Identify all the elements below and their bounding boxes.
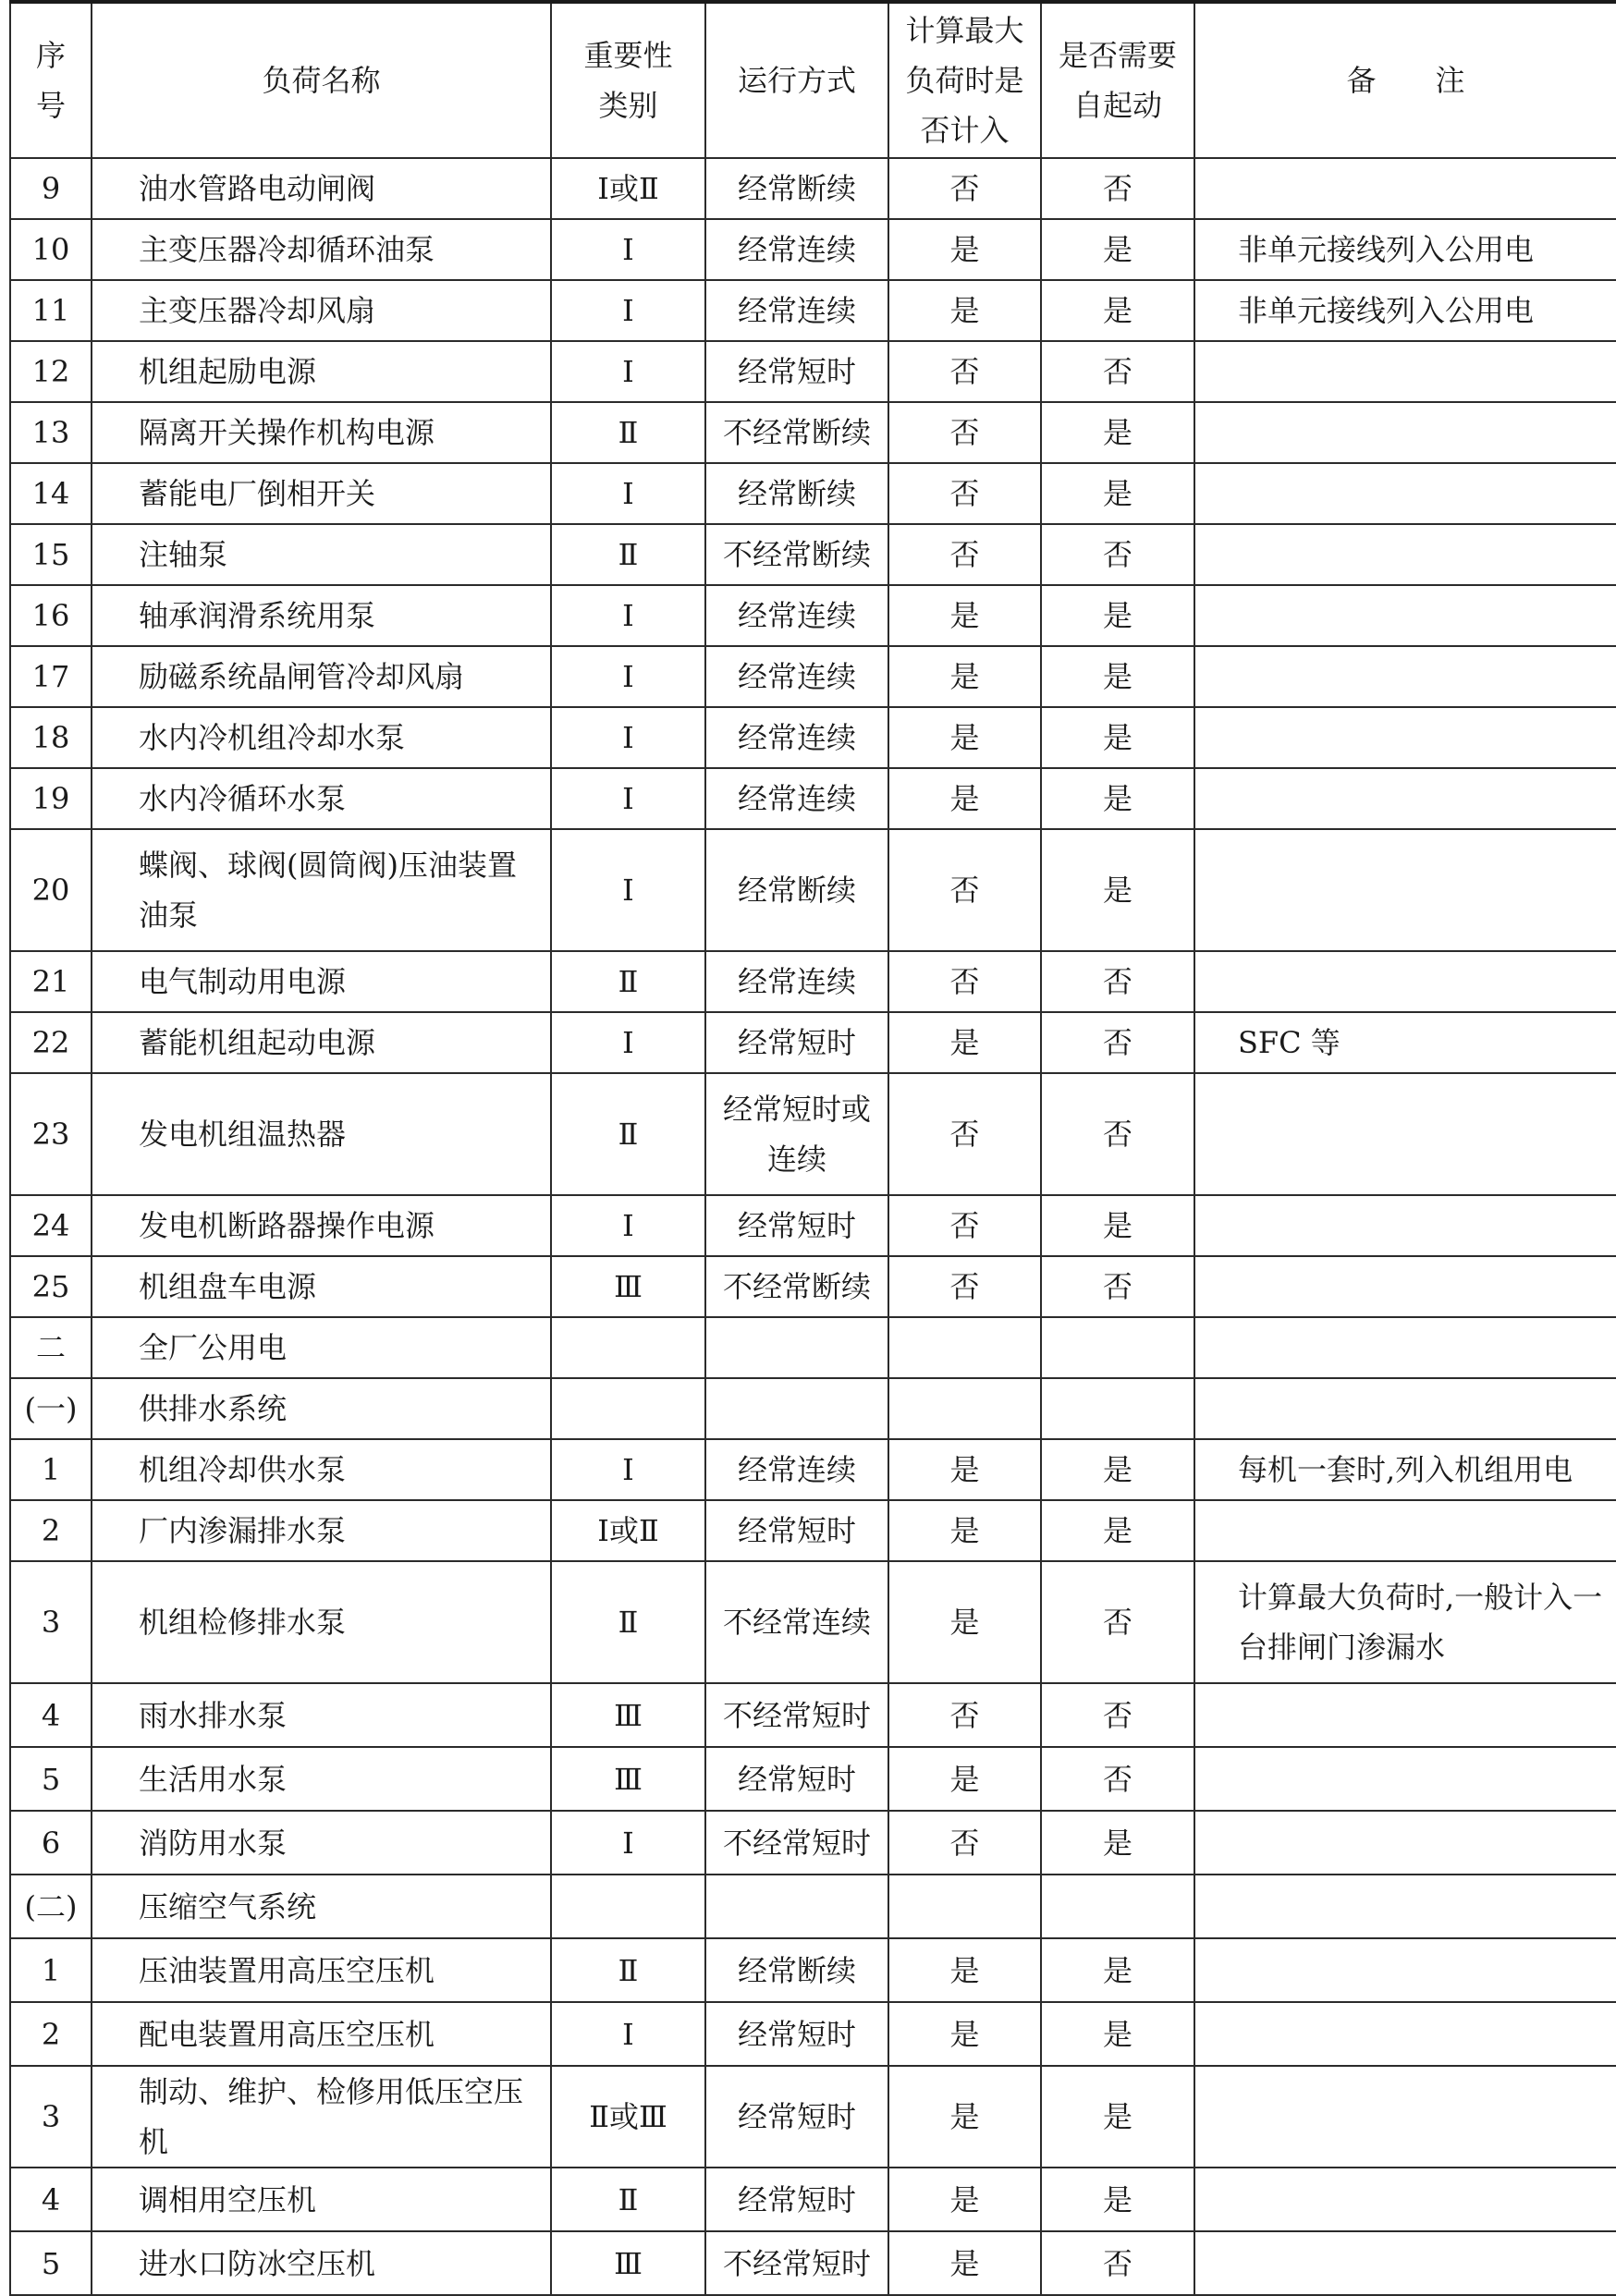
cell-counted-in-max-load: 是	[888, 1012, 1041, 1073]
header-counted: 计算最大负荷时是否计入	[888, 2, 1041, 158]
cell-remark	[1194, 402, 1616, 463]
table-row	[10, 1439, 1616, 1500]
cell-counted-in-max-load: 是	[888, 646, 1041, 707]
cell-operation-mode: 经常断续	[705, 829, 888, 951]
cell-seq: 3	[10, 1561, 92, 1683]
cell-counted-in-max-load: 是	[888, 1747, 1041, 1811]
cell-importance: Ⅰ	[551, 646, 705, 707]
cell-self-start: 是	[1041, 463, 1194, 524]
cell-seq: 1	[10, 1938, 92, 2002]
cell-remark	[1194, 1747, 1616, 1811]
cell-self-start: 是	[1041, 219, 1194, 280]
cell-seq: 13	[10, 402, 92, 463]
cell-importance: Ⅱ	[551, 1561, 705, 1683]
cell-remark: 非单元接线列入公用电	[1194, 280, 1616, 341]
cell-importance	[551, 1875, 705, 1938]
cell-counted-in-max-load: 是	[888, 2231, 1041, 2295]
cell-counted-in-max-load: 是	[888, 707, 1041, 768]
cell-remark	[1194, 768, 1616, 829]
cell-importance: Ⅰ	[551, 768, 705, 829]
cell-seq: 14	[10, 463, 92, 524]
header-seq: 序号	[10, 2, 92, 158]
table-row	[10, 585, 1616, 646]
cell-importance: Ⅰ	[551, 219, 705, 280]
cell-self-start: 是	[1041, 1938, 1194, 2002]
cell-counted-in-max-load: 是	[888, 1500, 1041, 1561]
cell-importance: Ⅱ	[551, 1938, 705, 2002]
table-row	[10, 402, 1616, 463]
cell-remark	[1194, 585, 1616, 646]
cell-operation-mode: 经常短时	[705, 341, 888, 402]
cell-counted-in-max-load: 否	[888, 1256, 1041, 1317]
cell-self-start: 是	[1041, 280, 1194, 341]
cell-load-name: 发电机组温热器	[92, 1073, 551, 1195]
table-row	[10, 2168, 1616, 2231]
cell-importance	[551, 1317, 705, 1378]
cell-operation-mode: 经常短时	[705, 2066, 888, 2168]
cell-self-start: 是	[1041, 1439, 1194, 1500]
cell-load-name: 轴承润滑系统用泵	[92, 585, 551, 646]
cell-operation-mode: 经常断续	[705, 158, 888, 219]
cell-load-name: 机组冷却供水泵	[92, 1439, 551, 1500]
cell-operation-mode: 经常短时	[705, 2168, 888, 2231]
cell-remark: 非单元接线列入公用电	[1194, 219, 1616, 280]
cell-seq: 21	[10, 951, 92, 1012]
cell-remark: SFC 等	[1194, 1012, 1616, 1073]
cell-counted-in-max-load: 否	[888, 829, 1041, 951]
cell-seq: (一)	[10, 1378, 92, 1439]
cell-load-name: 机组起励电源	[92, 341, 551, 402]
cell-remark	[1194, 1073, 1616, 1195]
cell-load-name: 电气制动用电源	[92, 951, 551, 1012]
cell-counted-in-max-load: 是	[888, 2168, 1041, 2231]
cell-remark	[1194, 951, 1616, 1012]
cell-seq: (二)	[10, 1875, 92, 1938]
table-row	[10, 1811, 1616, 1875]
cell-importance: Ⅰ	[551, 1811, 705, 1875]
header-autostart: 是否需要自起动	[1041, 2, 1194, 158]
table-row	[10, 1561, 1616, 1683]
cell-load-name: 进水口防冰空压机	[92, 2231, 551, 2295]
cell-self-start: 是	[1041, 585, 1194, 646]
cell-remark	[1194, 1938, 1616, 2002]
cell-seq: 16	[10, 585, 92, 646]
cell-importance	[551, 1378, 705, 1439]
cell-importance: Ⅰ	[551, 341, 705, 402]
cell-counted-in-max-load	[888, 1317, 1041, 1378]
cell-counted-in-max-load: 是	[888, 768, 1041, 829]
cell-load-name: 压缩空气系统	[92, 1875, 551, 1938]
cell-importance: Ⅰ或Ⅱ	[551, 158, 705, 219]
table-row	[10, 646, 1616, 707]
cell-self-start	[1041, 1317, 1194, 1378]
cell-load-name: 配电装置用高压空压机	[92, 2002, 551, 2066]
cell-self-start: 是	[1041, 2168, 1194, 2231]
table-row	[10, 463, 1616, 524]
cell-seq: 10	[10, 219, 92, 280]
cell-remark	[1194, 2002, 1616, 2066]
cell-remark	[1194, 1378, 1616, 1439]
cell-load-name: 主变压器冷却风扇	[92, 280, 551, 341]
cell-counted-in-max-load: 是	[888, 585, 1041, 646]
cell-importance: Ⅰ	[551, 463, 705, 524]
cell-counted-in-max-load: 否	[888, 951, 1041, 1012]
cell-seq: 17	[10, 646, 92, 707]
cell-counted-in-max-load: 否	[888, 402, 1041, 463]
cell-self-start	[1041, 1875, 1194, 1938]
cell-operation-mode: 经常连续	[705, 585, 888, 646]
cell-importance: Ⅱ	[551, 524, 705, 585]
cell-remark	[1194, 646, 1616, 707]
cell-counted-in-max-load: 否	[888, 341, 1041, 402]
table-row	[10, 1012, 1616, 1073]
cell-operation-mode: 不经常短时	[705, 1811, 888, 1875]
table-row	[10, 829, 1616, 951]
cell-load-name: 蓄能机组起动电源	[92, 1012, 551, 1073]
cell-importance: Ⅰ或Ⅱ	[551, 1500, 705, 1561]
cell-counted-in-max-load: 是	[888, 2066, 1041, 2168]
cell-self-start: 否	[1041, 1683, 1194, 1747]
cell-counted-in-max-load: 是	[888, 1439, 1041, 1500]
cell-counted-in-max-load: 是	[888, 280, 1041, 341]
cell-operation-mode: 不经常断续	[705, 1256, 888, 1317]
cell-operation-mode: 经常连续	[705, 768, 888, 829]
cell-operation-mode: 经常短时	[705, 1747, 888, 1811]
cell-operation-mode: 经常短时	[705, 1195, 888, 1256]
cell-remark	[1194, 2066, 1616, 2168]
cell-seq: 20	[10, 829, 92, 951]
cell-importance: Ⅱ	[551, 1073, 705, 1195]
cell-remark: 每机一套时,列入机组用电	[1194, 1439, 1616, 1500]
table-row	[10, 219, 1616, 280]
cell-self-start: 否	[1041, 1012, 1194, 1073]
cell-operation-mode: 不经常断续	[705, 524, 888, 585]
table-header	[10, 2, 1616, 158]
cell-self-start: 是	[1041, 1500, 1194, 1561]
cell-counted-in-max-load: 是	[888, 1938, 1041, 2002]
load-table	[9, 0, 1616, 2296]
table-row	[10, 2066, 1616, 2168]
cell-counted-in-max-load	[888, 1875, 1041, 1938]
cell-operation-mode	[705, 1317, 888, 1378]
cell-self-start: 否	[1041, 1747, 1194, 1811]
cell-self-start: 是	[1041, 829, 1194, 951]
cell-importance: Ⅱ	[551, 951, 705, 1012]
cell-load-name: 隔离开关操作机构电源	[92, 402, 551, 463]
cell-self-start: 是	[1041, 2066, 1194, 2168]
cell-operation-mode: 经常连续	[705, 951, 888, 1012]
cell-operation-mode: 经常连续	[705, 707, 888, 768]
cell-load-name: 发电机断路器操作电源	[92, 1195, 551, 1256]
cell-importance: Ⅰ	[551, 829, 705, 951]
cell-seq: 5	[10, 2231, 92, 2295]
cell-self-start: 否	[1041, 1073, 1194, 1195]
cell-importance: Ⅰ	[551, 1012, 705, 1073]
table-row	[10, 768, 1616, 829]
cell-importance: Ⅲ	[551, 1747, 705, 1811]
cell-self-start: 是	[1041, 1195, 1194, 1256]
cell-seq: 1	[10, 1439, 92, 1500]
cell-self-start: 是	[1041, 646, 1194, 707]
cell-importance: Ⅱ	[551, 2168, 705, 2231]
table-row	[10, 1378, 1616, 1439]
table-row	[10, 1256, 1616, 1317]
cell-load-name: 全厂公用电	[92, 1317, 551, 1378]
cell-operation-mode	[705, 1875, 888, 1938]
cell-counted-in-max-load: 是	[888, 219, 1041, 280]
cell-seq: 24	[10, 1195, 92, 1256]
cell-remark	[1194, 2231, 1616, 2295]
header-name: 负荷名称	[92, 2, 551, 158]
table-row	[10, 707, 1616, 768]
cell-seq: 9	[10, 158, 92, 219]
cell-operation-mode: 经常连续	[705, 280, 888, 341]
load-table-sheet	[9, 0, 1616, 2296]
cell-remark	[1194, 2168, 1616, 2231]
table-body	[10, 158, 1616, 2295]
cell-importance: Ⅱ或Ⅲ	[551, 2066, 705, 2168]
cell-counted-in-max-load: 是	[888, 2002, 1041, 2066]
cell-seq: 12	[10, 341, 92, 402]
cell-load-name: 主变压器冷却循环油泵	[92, 219, 551, 280]
cell-self-start	[1041, 1378, 1194, 1439]
cell-counted-in-max-load: 否	[888, 1073, 1041, 1195]
cell-seq: 2	[10, 2002, 92, 2066]
table-row	[10, 2231, 1616, 2295]
cell-remark	[1194, 1256, 1616, 1317]
cell-seq: 4	[10, 2168, 92, 2231]
cell-remark: 计算最大负荷时,一般计入一台排闸门渗漏水	[1194, 1561, 1616, 1683]
table-row	[10, 2002, 1616, 2066]
cell-operation-mode: 不经常断续	[705, 402, 888, 463]
cell-self-start: 否	[1041, 2231, 1194, 2295]
cell-importance: Ⅲ	[551, 1683, 705, 1747]
cell-remark	[1194, 1500, 1616, 1561]
cell-load-name: 消防用水泵	[92, 1811, 551, 1875]
cell-load-name: 水内冷机组冷却水泵	[92, 707, 551, 768]
cell-operation-mode: 经常断续	[705, 463, 888, 524]
cell-operation-mode: 不经常连续	[705, 1561, 888, 1683]
cell-operation-mode: 经常短时或连续	[705, 1073, 888, 1195]
cell-seq: 25	[10, 1256, 92, 1317]
cell-self-start: 否	[1041, 158, 1194, 219]
cell-operation-mode: 经常断续	[705, 1938, 888, 2002]
cell-load-name: 调相用空压机	[92, 2168, 551, 2231]
cell-self-start: 是	[1041, 1811, 1194, 1875]
cell-load-name: 压油装置用高压空压机	[92, 1938, 551, 2002]
cell-load-name: 制动、维护、检修用低压空压机	[92, 2066, 551, 2168]
cell-importance: Ⅰ	[551, 280, 705, 341]
table-row	[10, 1875, 1616, 1938]
cell-remark	[1194, 1811, 1616, 1875]
cell-importance: Ⅰ	[551, 707, 705, 768]
header-remark: 备 注	[1194, 2, 1616, 158]
header-row	[10, 2, 1616, 158]
cell-seq: 23	[10, 1073, 92, 1195]
cell-self-start: 否	[1041, 951, 1194, 1012]
cell-self-start: 是	[1041, 402, 1194, 463]
table-row	[10, 1938, 1616, 2002]
cell-remark	[1194, 524, 1616, 585]
cell-self-start: 是	[1041, 768, 1194, 829]
cell-counted-in-max-load: 否	[888, 158, 1041, 219]
cell-remark	[1194, 707, 1616, 768]
cell-seq: 2	[10, 1500, 92, 1561]
cell-remark	[1194, 158, 1616, 219]
cell-load-name: 供排水系统	[92, 1378, 551, 1439]
table-row	[10, 280, 1616, 341]
cell-seq: 4	[10, 1683, 92, 1747]
cell-self-start: 否	[1041, 524, 1194, 585]
cell-operation-mode: 经常短时	[705, 2002, 888, 2066]
cell-self-start: 否	[1041, 341, 1194, 402]
cell-counted-in-max-load: 是	[888, 1561, 1041, 1683]
cell-importance: Ⅱ	[551, 402, 705, 463]
cell-load-name: 厂内渗漏排水泵	[92, 1500, 551, 1561]
cell-seq: 19	[10, 768, 92, 829]
cell-operation-mode	[705, 1378, 888, 1439]
table-row	[10, 158, 1616, 219]
cell-importance: Ⅰ	[551, 1195, 705, 1256]
cell-counted-in-max-load	[888, 1378, 1041, 1439]
cell-counted-in-max-load: 否	[888, 1683, 1041, 1747]
cell-seq: 二	[10, 1317, 92, 1378]
table-row	[10, 1195, 1616, 1256]
cell-seq: 6	[10, 1811, 92, 1875]
cell-operation-mode: 经常短时	[705, 1012, 888, 1073]
cell-operation-mode: 不经常短时	[705, 1683, 888, 1747]
cell-seq: 5	[10, 1747, 92, 1811]
cell-importance: Ⅰ	[551, 585, 705, 646]
table-row	[10, 951, 1616, 1012]
cell-seq: 18	[10, 707, 92, 768]
cell-load-name: 机组检修排水泵	[92, 1561, 551, 1683]
cell-importance: Ⅰ	[551, 2002, 705, 2066]
cell-importance: Ⅲ	[551, 2231, 705, 2295]
cell-seq: 22	[10, 1012, 92, 1073]
cell-remark	[1194, 1683, 1616, 1747]
cell-load-name: 油水管路电动闸阀	[92, 158, 551, 219]
table-row	[10, 1500, 1616, 1561]
cell-seq: 15	[10, 524, 92, 585]
cell-operation-mode: 经常连续	[705, 219, 888, 280]
cell-counted-in-max-load: 否	[888, 524, 1041, 585]
cell-self-start: 否	[1041, 1256, 1194, 1317]
cell-remark	[1194, 1317, 1616, 1378]
cell-remark	[1194, 341, 1616, 402]
cell-operation-mode: 经常连续	[705, 1439, 888, 1500]
cell-importance: Ⅰ	[551, 1439, 705, 1500]
cell-remark	[1194, 829, 1616, 951]
cell-remark	[1194, 1195, 1616, 1256]
cell-load-name: 蝶阀、球阀(圆筒阀)压油装置油泵	[92, 829, 551, 951]
cell-load-name: 机组盘车电源	[92, 1256, 551, 1317]
cell-load-name: 蓄能电厂倒相开关	[92, 463, 551, 524]
cell-counted-in-max-load: 否	[888, 1811, 1041, 1875]
cell-load-name: 水内冷循环水泵	[92, 768, 551, 829]
cell-load-name: 励磁系统晶闸管冷却风扇	[92, 646, 551, 707]
cell-remark	[1194, 1875, 1616, 1938]
table-row	[10, 341, 1616, 402]
cell-counted-in-max-load: 否	[888, 463, 1041, 524]
cell-load-name: 雨水排水泵	[92, 1683, 551, 1747]
table-row	[10, 524, 1616, 585]
cell-operation-mode: 经常短时	[705, 1500, 888, 1561]
cell-seq: 11	[10, 280, 92, 341]
table-row	[10, 1747, 1616, 1811]
cell-remark	[1194, 463, 1616, 524]
header-mode: 运行方式	[705, 2, 888, 158]
cell-seq: 3	[10, 2066, 92, 2168]
table-row	[10, 1073, 1616, 1195]
cell-self-start: 否	[1041, 1561, 1194, 1683]
cell-self-start: 是	[1041, 2002, 1194, 2066]
header-importance: 重要性类别	[551, 2, 705, 158]
cell-operation-mode: 不经常短时	[705, 2231, 888, 2295]
cell-load-name: 注轴泵	[92, 524, 551, 585]
cell-load-name: 生活用水泵	[92, 1747, 551, 1811]
cell-self-start: 是	[1041, 707, 1194, 768]
cell-importance: Ⅲ	[551, 1256, 705, 1317]
cell-counted-in-max-load: 否	[888, 1195, 1041, 1256]
table-row	[10, 1317, 1616, 1378]
cell-operation-mode: 经常连续	[705, 646, 888, 707]
table-row	[10, 1683, 1616, 1747]
